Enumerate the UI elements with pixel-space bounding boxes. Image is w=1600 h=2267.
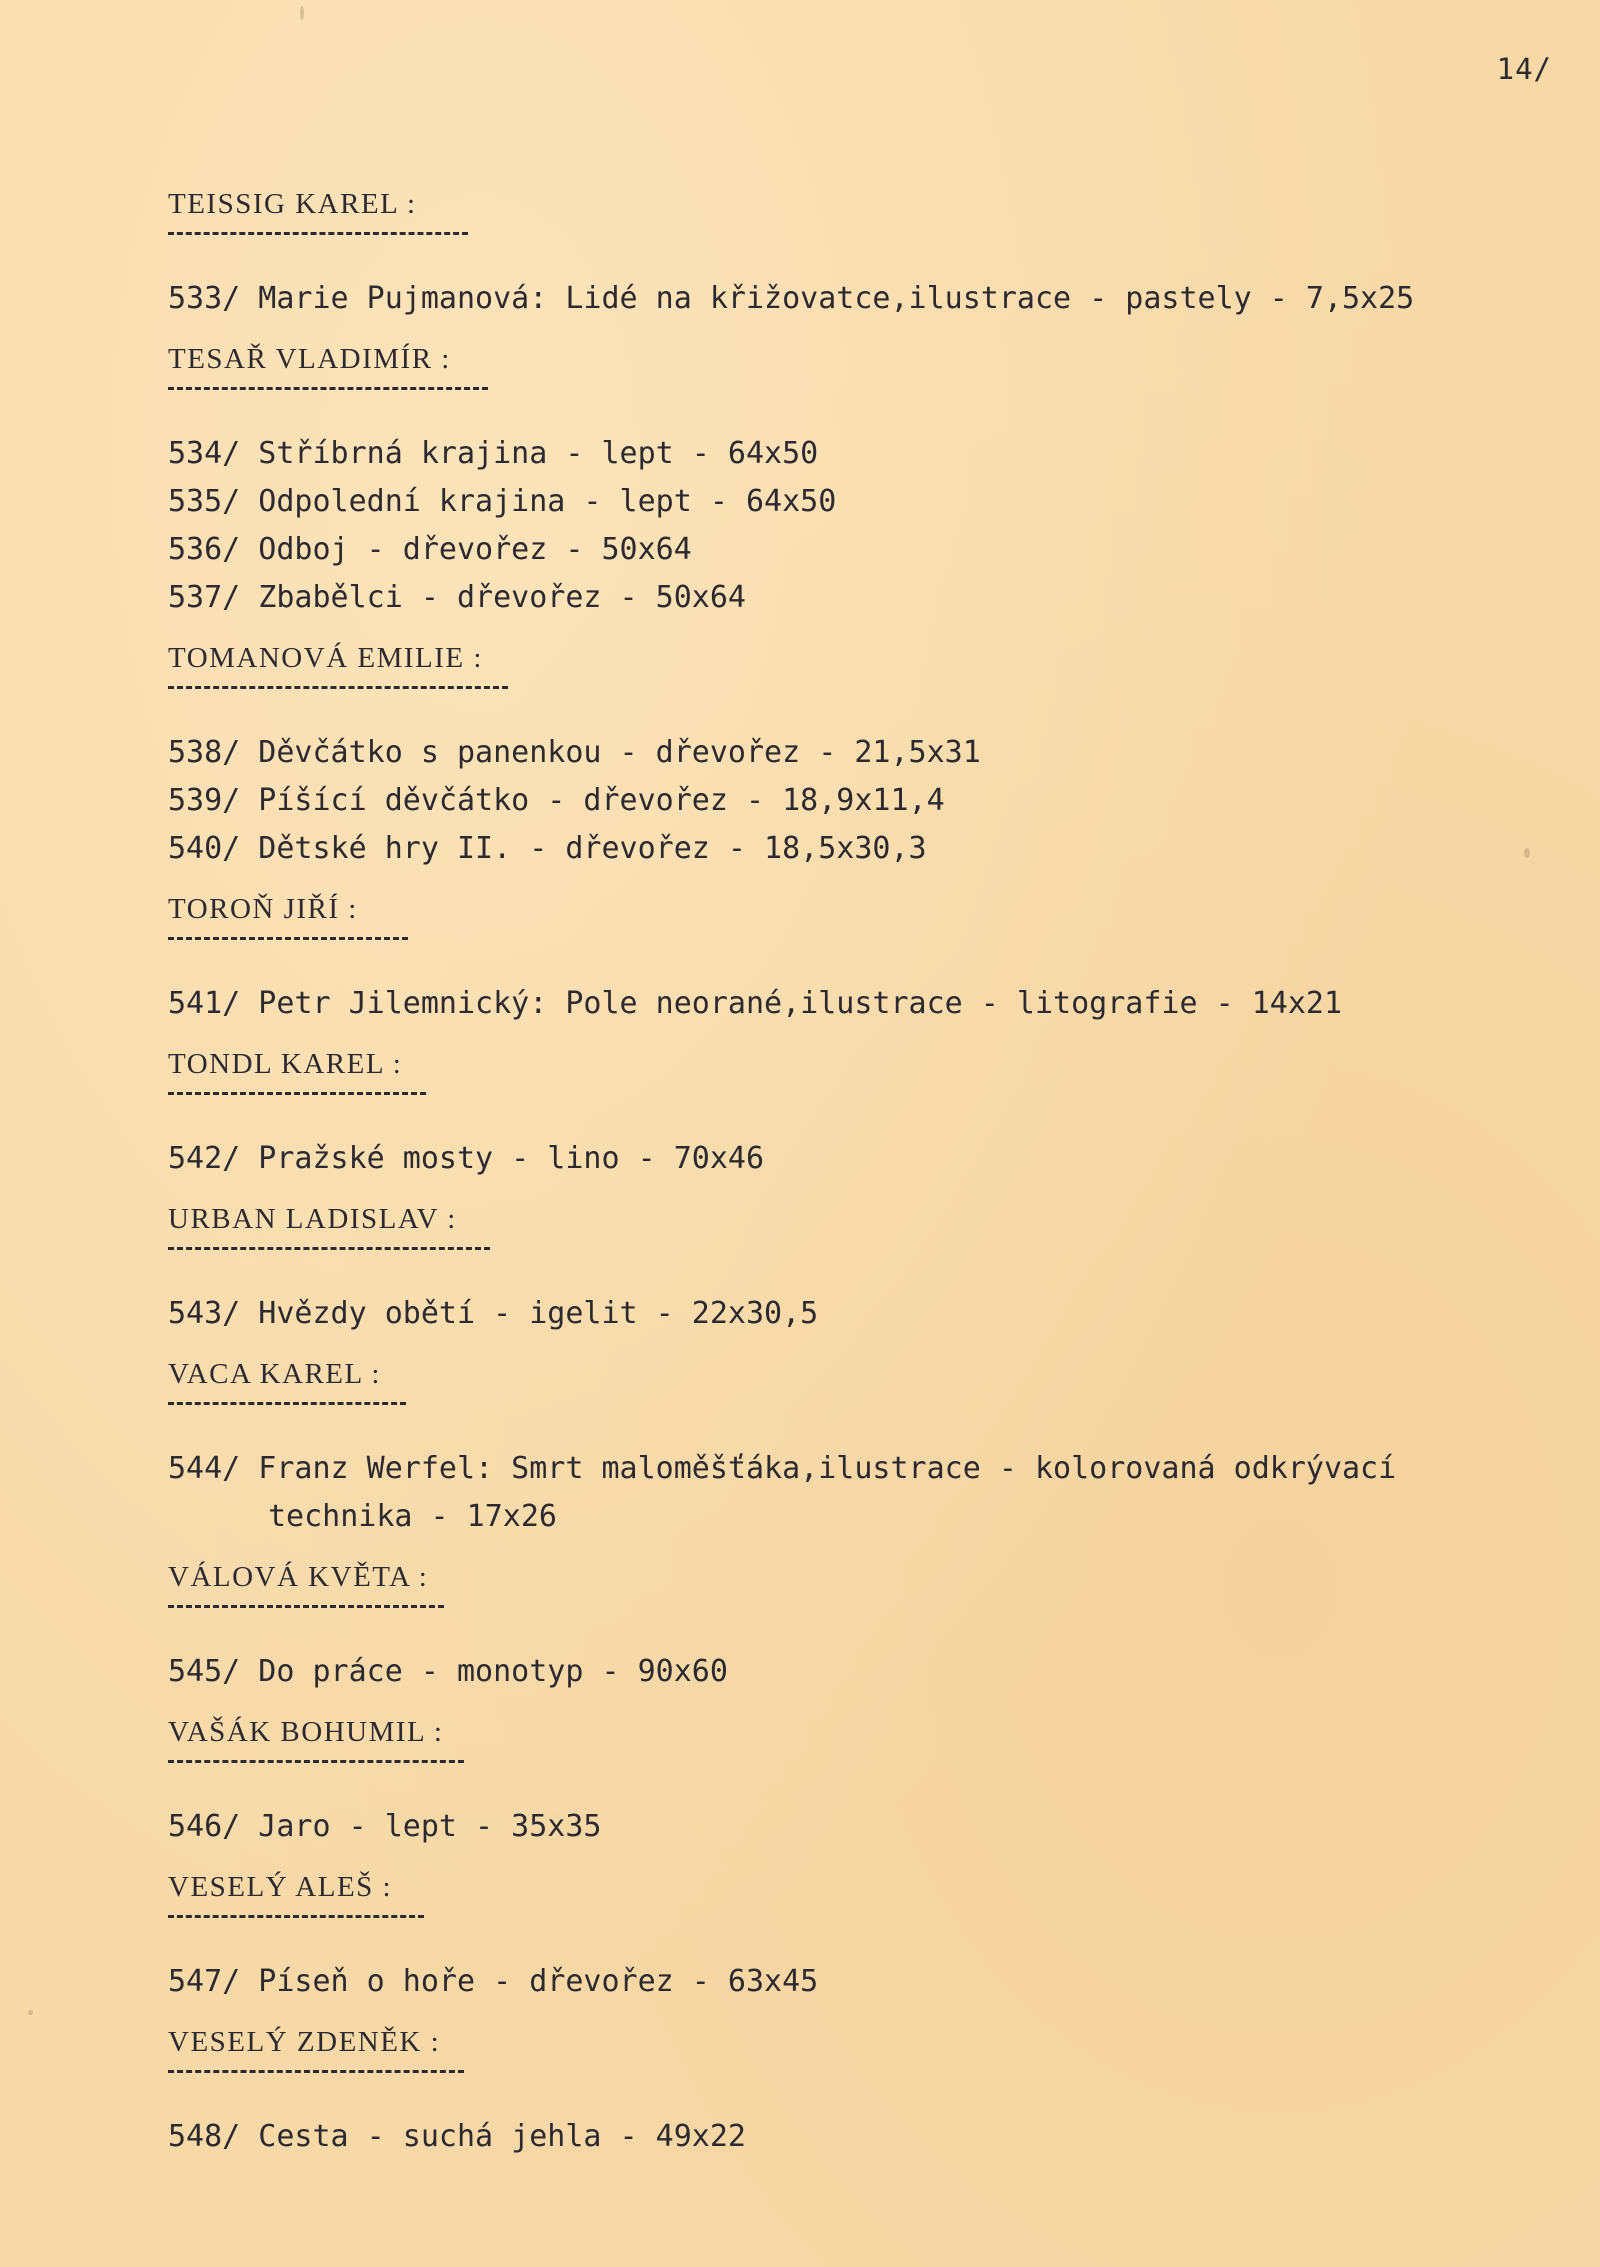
artist-heading: VACA KAREL : [168,1358,381,1390]
artist-heading: VESELÝ ZDENĚK : [168,2026,441,2058]
catalog-entry: 547/ Píseň o hoře - dřevořez - 63x45 [168,1964,819,1999]
heading-underline [168,1915,424,1918]
catalog-entry: 537/ Zbabělci - dřevořez - 50x64 [168,580,746,615]
artist-section [168,1197,1568,1338]
paper-speck [28,2010,33,2015]
artist-heading: TESAŘ VLADIMÍR : [168,343,451,375]
catalog-entry: 546/ Jaro - lept - 35x35 [168,1809,602,1844]
artist-heading: TONDL KAREL : [168,1048,403,1080]
heading-underline [168,937,408,940]
artist-heading: VÁLOVÁ KVĚTA : [168,1561,429,1593]
heading-underline [168,686,508,689]
catalog-entry: 535/ Odpolední krajina - lept - 64x50 [168,484,837,519]
catalog-list [168,182,1568,2175]
artist-heading: TOROŇ JIŘÍ : [168,893,358,925]
artist-section [168,1555,1568,1696]
artist-section [168,2020,1568,2161]
artist-section [168,887,1568,1028]
artist-section [168,1042,1568,1183]
artist-heading: URBAN LADISLAV : [168,1203,457,1235]
artist-section [168,337,1568,622]
artist-heading: VAŠÁK BOHUMIL : [168,1716,444,1748]
catalog-entry: 545/ Do práce - monotyp - 90x60 [168,1654,728,1689]
catalog-entry: 543/ Hvězdy obětí - igelit - 22x30,5 [168,1296,819,1331]
page-number: 14/ [1496,52,1552,86]
catalog-entry: 542/ Pražské mosty - lino - 70x46 [168,1141,765,1176]
heading-underline [168,1247,490,1250]
catalog-entry: 539/ Píšící děvčátko - dřevořez - 18,9x11,4 [168,783,945,818]
artist-heading: TOMANOVÁ EMILIE : [168,642,483,674]
catalog-entry: 533/ Marie Pujmanová: Lidé na křižovatce,ilustrace - pastely - 7,5x25 [168,281,1415,316]
catalog-entry: 548/ Cesta - suchá jehla - 49x22 [168,2119,746,2154]
catalog-entry: 534/ Stříbrná krajina - lept - 64x50 [168,436,819,471]
catalog-entry: 536/ Odboj - dřevořez - 50x64 [168,532,692,567]
catalog-entry: 544/ Franz Werfel: Smrt maloměšťáka,ilustrace - kolorovaná odkrývací [168,1451,1397,1486]
heading-underline [168,1760,464,1763]
artist-section [168,182,1568,323]
artist-section [168,1710,1568,1851]
catalog-entry: 541/ Petr Jilemnický: Pole neorané,ilustrace - litografie - 14x21 [168,986,1342,1021]
heading-underline [168,1402,406,1405]
catalog-entry-continuation: technika - 17x26 [268,1499,557,1534]
heading-underline [168,2070,464,2073]
heading-underline [168,387,488,390]
artist-section [168,636,1568,873]
catalog-entry: 540/ Dětské hry II. - dřevořez - 18,5x30,3 [168,831,927,866]
catalog-entry: 538/ Děvčátko s panenkou - dřevořez - 21,5x31 [168,735,981,770]
heading-underline [168,1605,444,1608]
heading-underline [168,232,468,235]
artist-section [168,1352,1568,1541]
artist-section [168,1865,1568,2006]
paper-speck [300,6,304,20]
artist-heading: VESELÝ ALEŠ : [168,1871,393,1903]
paper-speck [1524,848,1530,858]
heading-underline [168,1092,426,1095]
artist-heading: TEISSIG KAREL : [168,188,417,220]
